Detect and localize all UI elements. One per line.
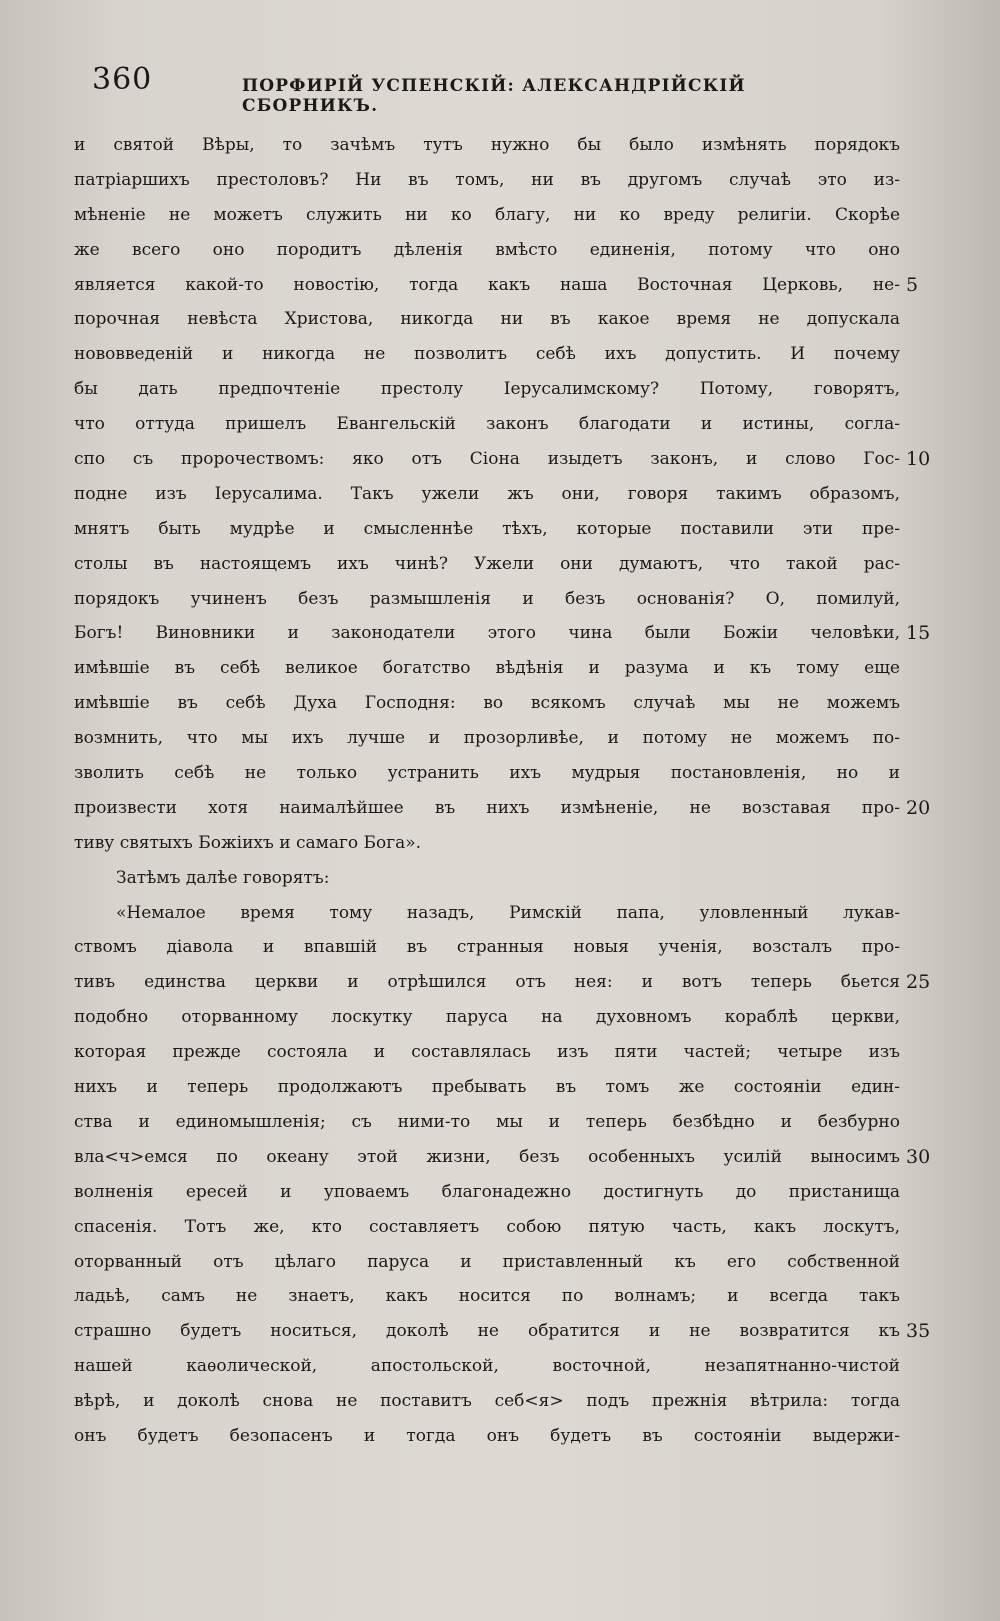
line-text: тиву святыхъ Божіихъ и самаго Бога». xyxy=(74,832,422,853)
text-line xyxy=(74,651,900,686)
line-number: 30 xyxy=(906,1145,931,1168)
text-line xyxy=(74,756,900,791)
text-line xyxy=(74,861,900,896)
text-line xyxy=(74,1384,900,1419)
line-text: произвести хотя наималѣйшее въ нихъ измѣненіе, не возставая про- xyxy=(74,797,900,818)
text-line xyxy=(74,965,931,1000)
text-line xyxy=(74,407,900,442)
text-line xyxy=(74,1245,900,1280)
text-line xyxy=(74,337,900,372)
text-line xyxy=(74,1105,900,1140)
text-line xyxy=(74,268,919,303)
text-line xyxy=(74,512,900,547)
line-text: порочная невѣста Христова, никогда ни въ какое время не допускала xyxy=(74,309,900,330)
line-text: патріаршихъ престоловъ? Ни въ томъ, ни въ другомъ случаѣ это из- xyxy=(74,169,900,190)
text-line xyxy=(74,1210,900,1245)
line-text: волненія ересей и уповаемъ благонадежно достигнуть до пристанища xyxy=(74,1181,900,1202)
line-text: которая прежде состояла и составлялась изъ пяти частей; четыре изъ xyxy=(74,1042,900,1063)
page-header xyxy=(92,62,772,116)
text-line xyxy=(74,372,900,407)
line-text: ствомъ діавола и впавшій въ странныя новыя ученія, возсталъ про- xyxy=(74,937,900,958)
line-text: зволить себѣ не только устранить ихъ мудрыя постановленія, но и xyxy=(74,763,900,784)
text-line xyxy=(74,547,900,582)
line-text: ства и единомышленія; съ ними-то мы и теперь безбѣдно и безбурно xyxy=(74,1111,900,1132)
line-number: 10 xyxy=(906,448,931,471)
line-text: нихъ и теперь продолжаютъ пребывать въ томъ же состояніи един- xyxy=(74,1077,900,1098)
line-text: столы въ настоящемъ ихъ чинѣ? Ужели они думаютъ, что такой рас- xyxy=(74,553,900,574)
text-line xyxy=(74,198,900,233)
line-number: 35 xyxy=(906,1320,931,1343)
page-number: 360 xyxy=(92,62,153,97)
line-text: бы дать предпочтеніе престолу Іерусалимскому? Потому, говорятъ, xyxy=(74,379,900,400)
text-line xyxy=(74,233,900,268)
text-line xyxy=(74,896,900,931)
running-title: ПОРФИРІЙ УСПЕНСКІЙ: АЛЕКСАНДРІЙСКІЙ СБОРНИКЪ. xyxy=(242,76,746,116)
text-line xyxy=(74,1175,900,1210)
line-number: 25 xyxy=(906,971,931,994)
text-line xyxy=(74,1349,900,1384)
line-text: и святой Вѣры, то зачѣмъ тутъ нужно бы было измѣнять порядокъ xyxy=(74,135,900,155)
text-line xyxy=(74,1314,931,1349)
text-line xyxy=(74,686,900,721)
text-line xyxy=(74,163,900,198)
line-text: Затѣмъ далѣе говорятъ: xyxy=(116,867,330,888)
line-text: страшно будетъ носиться, доколѣ не обратится и не возвратится къ xyxy=(74,1321,900,1342)
line-text: вла<ч>емся по океану этой жизни, безъ особенныхъ усилій выносимъ xyxy=(74,1146,900,1167)
line-text: является какой-то новостію, тогда какъ наша Восточная Церковь, не- xyxy=(74,274,900,295)
text-line xyxy=(74,930,900,965)
line-text: подне изъ Іерусалима. Такъ ужели жъ они, говоря такимъ образомъ, xyxy=(74,483,900,504)
line-text: имѣвшіе въ себѣ великое богатство вѣдѣнія и разума и къ тому еще xyxy=(74,658,900,679)
line-number: 20 xyxy=(906,796,931,819)
line-text: нашей каѳолической, апостольской, восточной, незапятнанно-чистой xyxy=(74,1356,900,1377)
text-line xyxy=(74,302,900,337)
line-text: Богъ! Виновники и законодатели этого чина были Божіи человѣки, xyxy=(74,623,900,644)
line-text: что оттуда пришелъ Евангельскій законъ благодати и истины, согла- xyxy=(74,414,900,435)
line-text: имѣвшіе въ себѣ Духа Господня: во всякомъ случаѣ мы не можемъ xyxy=(74,693,900,714)
line-text: же всего оно породитъ дѣленія вмѣсто единенія, потому что оно xyxy=(74,239,900,260)
line-text: ладьѣ, самъ не знаетъ, какъ носится по волнамъ; и всегда такъ xyxy=(74,1286,900,1307)
text-line xyxy=(74,1419,900,1454)
line-number: 15 xyxy=(906,622,931,645)
line-text: спо съ пророчествомъ: яко отъ Сіона изыдетъ законъ, и слово Гос- xyxy=(74,449,900,470)
line-text: мнятъ быть мудрѣе и смысленнѣе тѣхъ, которые поставили эти пре- xyxy=(74,518,900,539)
text-line xyxy=(74,1140,931,1175)
text-line xyxy=(74,826,900,861)
line-number: 5 xyxy=(906,273,919,296)
line-text: вѣрѣ, и доколѣ снова не поставитъ себ<я> подъ прежнія вѣтрила: тогда xyxy=(74,1391,900,1412)
text-line xyxy=(74,477,900,512)
text-line xyxy=(74,128,900,163)
line-text: тивъ единства церкви и отрѣшился отъ нея: и вотъ теперь бьется xyxy=(74,972,900,993)
text-line xyxy=(74,582,900,617)
line-text: оторванный отъ цѣлаго паруса и приставленный къ его собственной xyxy=(74,1251,900,1272)
text-line xyxy=(74,616,931,651)
line-text: порядокъ учиненъ безъ размышленія и безъ основанія? О, помилуй, xyxy=(74,588,900,609)
line-text: возмнить, что мы ихъ лучше и прозорливѣе, и потому не можемъ по- xyxy=(74,728,900,749)
line-text: спасенія. Тотъ же, кто составляетъ собою пятую часть, какъ лоскутъ, xyxy=(74,1216,900,1237)
line-text: онъ будетъ безопасенъ и тогда онъ будетъ въ состояніи выдержи- xyxy=(74,1425,900,1446)
line-text: мѣненіе не можетъ служить ни ко благу, ни ко вреду религіи. Скорѣе xyxy=(74,204,900,225)
text-line xyxy=(74,442,931,477)
text-line xyxy=(74,1000,900,1035)
line-text: подобно оторванному лоскутку паруса на духовномъ кораблѣ церкви, xyxy=(74,1007,900,1028)
text-line xyxy=(74,721,900,756)
line-text: нововведеній и никогда не позволитъ себѣ ихъ допустить. И почему xyxy=(74,344,900,365)
body-text xyxy=(74,128,931,1454)
text-line xyxy=(74,1279,900,1314)
text-line xyxy=(74,1035,900,1070)
text-line xyxy=(74,1070,900,1105)
line-text: «Немалое время тому назадъ, Римскій папа, уловленный лукав- xyxy=(116,902,900,923)
text-line xyxy=(74,791,931,826)
